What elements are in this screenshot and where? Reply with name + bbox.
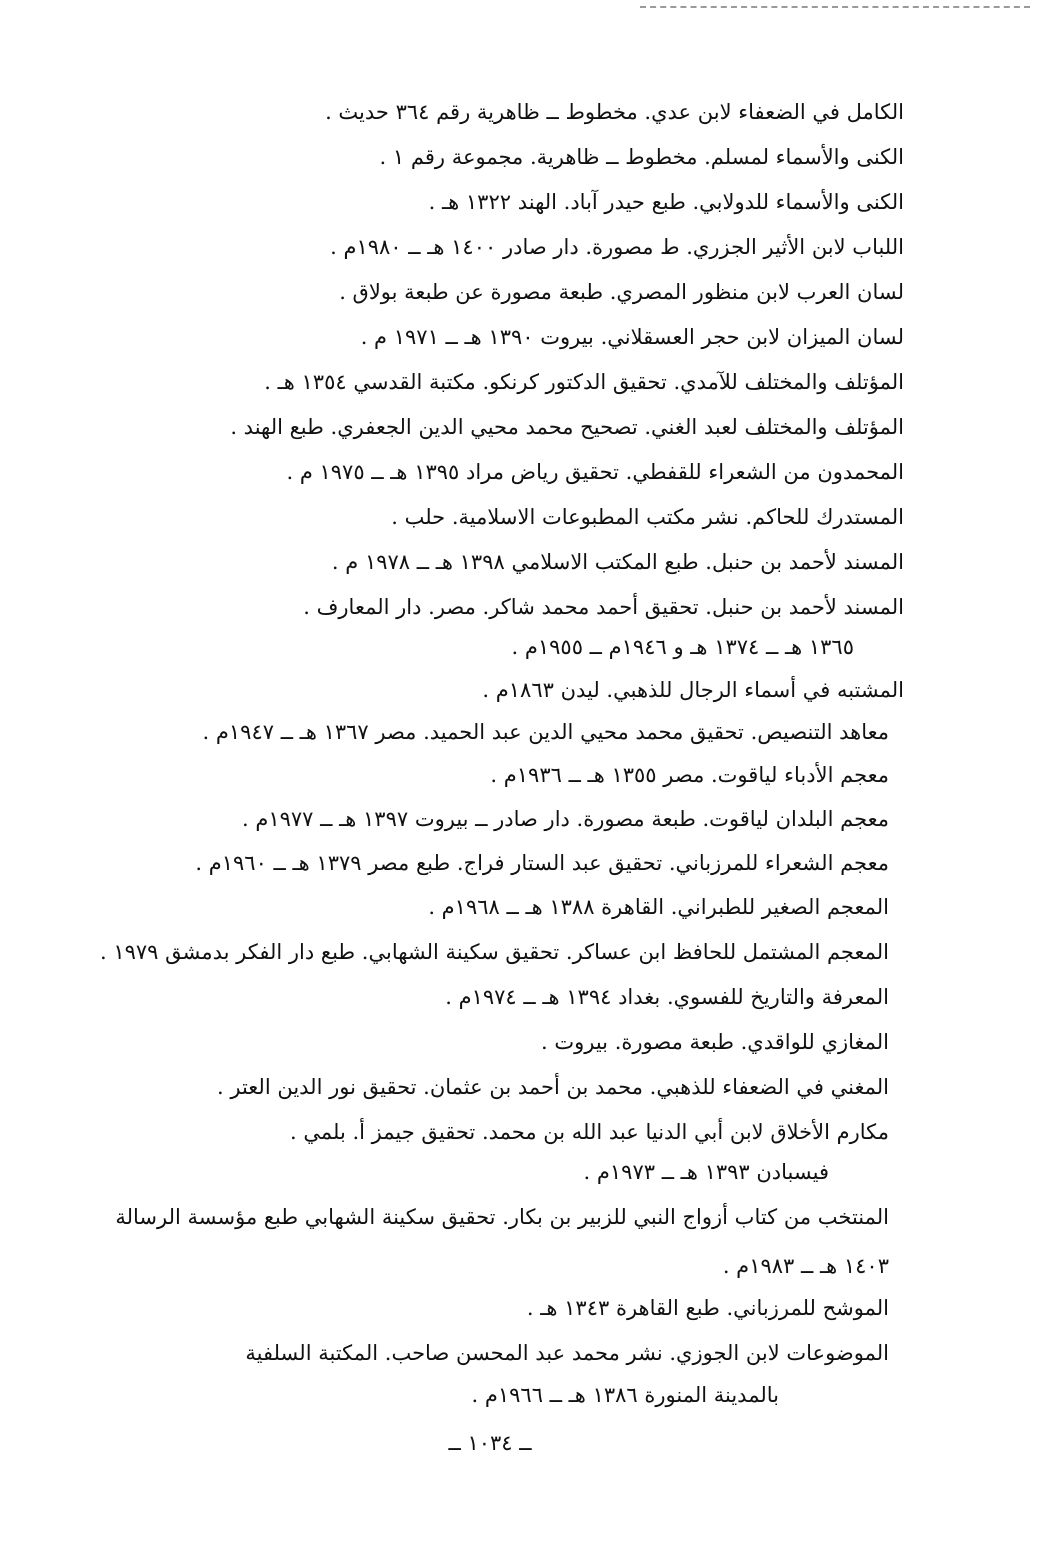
page-number: ــ ١٠٣٤ ــ: [448, 1431, 532, 1455]
bibliography-entry: المعجم المشتمل للحافظ ابن عساكر. تحقيق سكينة الشهابي. طبع دار الفكر بدمشق ١٩٧٩ .: [99, 940, 889, 964]
bibliography-entry: اللباب لابن الأثير الجزري. ط مصورة. دار صادر ١٤٠٠ هـ ــ ١٩٨٠م .: [330, 235, 904, 259]
bibliography-entry: لسان الميزان لابن حجر العسقلاني. بيروت ١٣٩٠ هـ ــ ١٩٧١ م .: [360, 325, 904, 349]
bibliography-entry: المؤتلف والمختلف لعبد الغني. تصحيح محمد محيي الدين الجعفري. طبع الهند .: [230, 415, 904, 439]
bibliography-entry: الكامل في الضعفاء لابن عدي. مخطوط ــ ظاهرية رقم ٣٦٤ حديث .: [325, 100, 904, 124]
bibliography-entry: لسان العرب لابن منظور المصري. طبعة مصورة عن طبعة بولاق .: [339, 280, 904, 304]
bibliography-entry: الكنى والأسماء لمسلم. مخطوط ــ ظاهرية. مجموعة رقم ١ .: [379, 145, 904, 169]
bibliography-entry: المؤتلف والمختلف للآمدي. تحقيق الدكتور كرنكو. مكتبة القدسي ١٣٥٤ هـ .: [264, 370, 904, 394]
bibliography-entry: مكارم الأخلاق لابن أبي الدنيا عبد الله بن محمد. تحقيق جيمز أ. بلمي .: [290, 1120, 889, 1144]
bibliography-entry-continuation: بالمدينة المنورة ١٣٨٦ هـ ــ ١٩٦٦م .: [471, 1383, 779, 1407]
top-dashed-rule: [640, 6, 1030, 8]
bibliography-entry: المستدرك للحاكم. نشر مكتب المطبوعات الاسلامية. حلب .: [391, 505, 904, 529]
bibliography-entry: المشتبه في أسماء الرجال للذهبي. ليدن ١٨٦٣م .: [482, 678, 904, 702]
bibliography-entry: معجم الشعراء للمرزباني. تحقيق عبد الستار فراج. طبع مصر ١٣٧٩ هـ ــ ١٩٦٠م .: [195, 851, 889, 875]
bibliography-entry-continuation: ١٣٦٥ هـ ــ ١٣٧٤ هـ و ١٩٤٦م ــ ١٩٥٥م .: [511, 635, 854, 659]
bibliography-entry: معجم البلدان لياقوت. طبعة مصورة. دار صادر ــ بيروت ١٣٩٧ هـ ــ ١٩٧٧م .: [241, 807, 889, 831]
bibliography-entry: المسند لأحمد بن حنبل. تحقيق أحمد محمد شاكر. مصر. دار المعارف .: [303, 595, 904, 619]
bibliography-entry: الكنى والأسماء للدولابي. طبع حيدر آباد. الهند ١٣٢٢ هـ .: [428, 190, 904, 214]
bibliography-entry: المغازي للواقدي. طبعة مصورة. بيروت .: [541, 1030, 889, 1054]
bibliography-entry: المسند لأحمد بن حنبل. طبع المكتب الاسلامي ١٣٩٨ هـ ــ ١٩٧٨ م .: [331, 550, 904, 574]
bibliography-entry: المنتخب من كتاب أزواج النبي للزبير بن بكار. تحقيق سكينة الشهابي طبع مؤسسة الرسالة: [115, 1205, 889, 1229]
bibliography-entry-continuation: ١٤٠٣ هـ ــ ١٩٨٣م .: [722, 1254, 889, 1278]
bibliography-entry: المحمدون من الشعراء للقفطي. تحقيق رياض مراد ١٣٩٥ هـ ــ ١٩٧٥ م .: [286, 460, 904, 484]
bibliography-entry: معجم الأدباء لياقوت. مصر ١٣٥٥ هـ ــ ١٩٣٦م .: [490, 763, 889, 787]
bibliography-entry-continuation: فيسبادن ١٣٩٣ هـ ــ ١٩٧٣م .: [583, 1160, 829, 1184]
bibliography-entry: المغني في الضعفاء للذهبي. محمد بن أحمد بن عثمان. تحقيق نور الدين العتر .: [217, 1075, 889, 1099]
bibliography-entry: الموضوعات لابن الجوزي. نشر محمد عبد المحسن صاحب. المكتبة السلفية: [245, 1341, 889, 1365]
bibliography-entry: المعرفة والتاريخ للفسوي. بغداد ١٣٩٤ هـ ــ ١٩٧٤م .: [445, 985, 889, 1009]
bibliography-entry: المعجم الصغير للطبراني. القاهرة ١٣٨٨ هـ ــ ١٩٦٨م .: [428, 895, 889, 919]
bibliography-entry: معاهد التنصيص. تحقيق محمد محيي الدين عبد الحميد. مصر ١٣٦٧ هـ ــ ١٩٤٧م .: [202, 720, 889, 744]
bibliography-entry: الموشح للمرزباني. طبع القاهرة ١٣٤٣ هـ .: [526, 1296, 889, 1320]
